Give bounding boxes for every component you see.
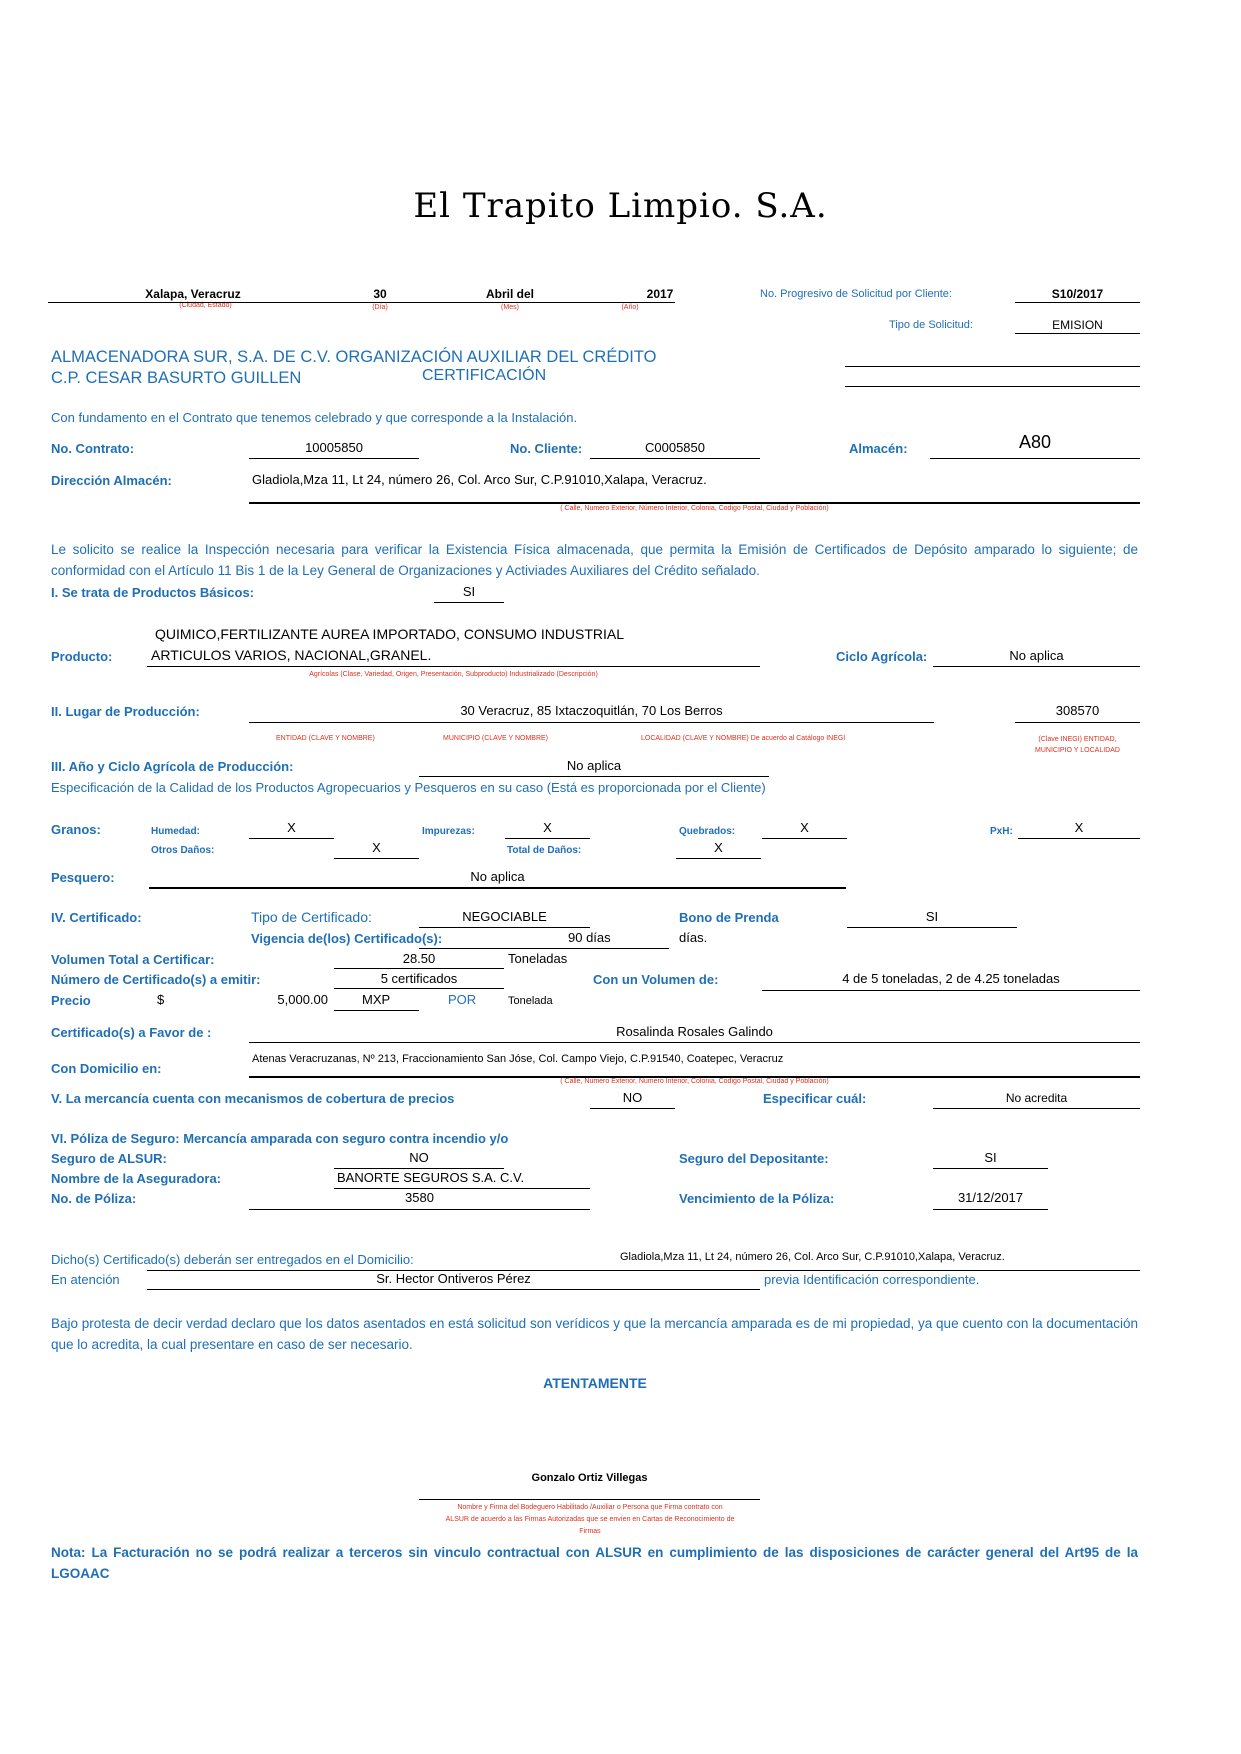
no-cliente-underline [590,458,760,459]
lugar-produccion-code: 308570 [1055,703,1100,718]
tipo-certificado-label: Tipo de Certificado: [251,909,372,925]
signature-hint-line1: Nombre y Firma del Bodeguero Habilitado /Auxiliar o Persona que Firma contrato con [457,1504,723,1511]
seguro-alsur-value: NO [409,1150,429,1165]
no-poliza-underline [249,1209,590,1210]
progresivo-underline [1015,302,1140,303]
vigencia-label: Vigencia de(los) Certificado(s): [251,931,443,946]
pesquero-value: No aplica [470,869,525,884]
tipo-solicitud-value: EMISION [1052,318,1103,332]
humedad-underline [249,838,334,839]
day-hint: (Día) [372,304,388,311]
con-volumen-label: Con un Volumen de: [593,972,719,987]
seguro-depositante-label: Seguro del Depositante: [679,1151,829,1166]
domicilio-hint: ( Calle, Numero Exterior, Numero Interior, Colonia, Codigo Postal, Ciudad y Población) [560,1078,829,1085]
pxh-label: PxH: [990,826,1013,837]
seguro-alsur-label: Seguro de ALSUR: [51,1151,167,1166]
vencimiento-label: Vencimiento de la Póliza: [679,1191,835,1206]
volumen-total-label: Volumen Total a Certificar: [51,952,215,967]
certificado-label: IV. Certificado: [51,910,142,925]
total-danos-underline [676,858,761,859]
lugar-produccion-value: 30 Veracruz, 85 Ixtaczoquitlán, 70 Los Berros [460,703,723,718]
direccion-hint: ( Calle, Numero Exterior, Número Interior, Colonia, Codigo Postal, Ciudad y Población) [560,505,829,512]
bono-prenda-label: Bono de Prenda [679,910,779,925]
precio-underline [334,1010,419,1011]
nota-paragraph: Nota: La Facturación no se podrá realizar a terceros sin vinculo contractual con ALSUR en cumplimiento de las disposiciones de carácter general del Art95 de la LGOAAC [51,1545,1138,1581]
ciclo-agricola-underline [933,666,1140,667]
hint-municipio: MUNICIPIO (CLAVE Y NOMBRE) [443,735,549,742]
month-value: Abril del [485,287,534,301]
precio-unit: Tonelada [508,995,553,1007]
no-poliza-value: 3580 [405,1190,434,1205]
domicilio-label: Con Domicilio en: [51,1061,162,1076]
atencion-value: Sr. Hector Ontiveros Pérez [376,1271,531,1286]
a-favor-value: Rosalinda Rosales Galindo [616,1024,773,1039]
pxh-underline [1018,838,1140,839]
protesta-paragraph: Bajo protesta de decir verdad declaro que los datos asentados en está solicitud son verídicos y que la mercancía amparada es de mi propiedad, ya que cuento con la documentación que lo acredita, la cual presentare en caso de ser necesario. [51,1316,1138,1352]
a-favor-label: Certificado(s) a Favor de : [51,1025,212,1040]
humedad-value: X [287,820,296,835]
hint-localidad: LOCALIDAD (CLAVE Y NOMBRE) De acuerdo al Catálogo INEGI [641,735,846,742]
volumen-total-underline [334,968,504,969]
company-logo-text: El Trapito Limpio. S.A. [413,186,828,226]
month-hint: (Mes) [501,304,519,311]
vencimiento-underline [933,1209,1048,1210]
precio-currency: $ [157,992,165,1007]
atencion-underline [147,1270,1140,1271]
tipo-solicitud-underline [1015,333,1140,334]
tipo-certificado-value: NEGOCIABLE [462,909,547,924]
quebrados-label: Quebrados: [679,826,736,837]
seguro-depositante-underline [933,1168,1048,1169]
impurezas-underline [505,838,590,839]
pesquero-label: Pesquero: [51,870,115,885]
ciclo-agricola-value: No aplica [1009,648,1064,663]
otros-danos-label: Otros Daños: [151,845,215,856]
producto-line2: ARTICULOS VARIOS, NACIONAL,GRANEL. [151,647,432,663]
date-underline [48,302,675,303]
vencimiento-value: 31/12/2017 [957,1190,1024,1205]
bono-prenda-underline [847,927,1017,928]
no-cliente-value: C0005850 [645,440,705,455]
quebrados-value: X [800,820,809,835]
city-hint: (Ciudad, Estado) [179,302,232,309]
con-volumen-underline [762,990,1140,991]
volumen-total-value: 28.50 [402,951,436,966]
aseguradora-label: Nombre de la Aseguradora: [51,1171,222,1186]
certificacion-title: CERTIFICACIÓN [422,367,547,384]
total-danos-value: X [714,840,723,855]
direccion-label: Dirección Almacén: [51,473,172,488]
vigencia-underline [419,948,669,949]
atencion-label: En atención [51,1272,120,1287]
lugar-produccion-label: II. Lugar de Producción: [51,704,200,719]
seguro-alsur-underline [334,1168,504,1169]
precio-label: Precio [51,993,91,1008]
precio-por: POR [448,992,477,1007]
volumen-total-unit: Toneladas [508,951,568,966]
progresivo-label: No. Progresivo de Solicitud por Cliente: [760,288,952,300]
ciclo-agricola-label: Ciclo Agrícola: [836,649,928,664]
entrega-domicilio: Gladiola,Mza 11, Lt 24, número 26, Col. Arco Sur, C.P.91010,Xalapa, Veracruz. [620,1251,1005,1263]
impurezas-value: X [543,820,552,835]
vigencia-value: 90 días [568,930,611,945]
anio-ciclo-underline [419,776,769,777]
no-contrato-value: 10005850 [305,440,363,455]
especificar-underline [933,1108,1140,1109]
quebrados-underline [762,838,847,839]
producto-underline [147,666,760,667]
aseguradora-underline [334,1188,590,1189]
impurezas-label: Impurezas: [422,826,475,837]
almacen-value: A80 [1018,432,1052,452]
request-paragraph: Le solicito se realice la Inspección necesaria para verificar la Existencia Física almacenada, que permita la Emisión de Certificados de Depósito amparado lo siguiente; de conformidad con el Artículo 11 Bis 1 de la Ley General de Organizaciones y Activiades Auxiliares del Crédito señalado. [51,542,1138,578]
hint-clave-line2: MUNICIPIO Y LOCALIDAD [1035,747,1120,754]
lugar-produccion-code-underline [1015,722,1140,723]
pesquero-underline [149,887,846,889]
company-blank-line-2 [845,386,1140,387]
direccion-underline [249,502,1140,504]
numero-certificados-label: Número de Certificado(s) a emitir: [51,972,261,987]
numero-certificados-underline [334,988,504,989]
hint-clave-line1: (Clave INEGI) ENTIDAD, [1038,736,1117,743]
company-name-line2: C.P. CESAR BASURTO GUILLEN [51,369,302,387]
poliza-seguro-label: VI. Póliza de Seguro: Mercancía amparada con seguro contra incendio y/o [51,1131,509,1146]
domicilio-value: Atenas Veracruzanas, Nº 213, Fraccionamiento San Jóse, Col. Campo Viejo, C.P.91540, Coatepec, Veracruz [252,1053,784,1065]
bono-prenda-value: SI [925,909,939,924]
company-name-line1: ALMACENADORA SUR, S.A. DE C.V. ORGANIZACIÓN AUXILIAR DEL CRÉDITO [51,348,657,366]
signature-name: Gonzalo Ortiz Villegas [531,1472,648,1484]
no-contrato-label: No. Contrato: [51,441,135,456]
seguro-depositante-value: SI [984,1150,997,1165]
signature-hint-line2: ALSUR de acuerdo a las Firmas Autorizadas que se envíen en Cartas de Reconocimiento de [445,1516,735,1523]
numero-certificados-value: 5 certificados [380,971,458,986]
con-volumen-value: 4 de 5 toneladas, 2 de 4.25 toneladas [842,971,1060,986]
especificar-label: Especificar cuál: [763,1091,867,1106]
day-value: 30 [373,287,387,301]
humedad-label: Humedad: [151,826,200,837]
signature-hint-line3: Firmas [579,1528,601,1535]
atentamente-text: ATENTAMENTE [543,1375,647,1391]
intro-text: Con fundamento en el Contrato que tenemos celebrado y que corresponde a la Instalación. [51,410,578,425]
company-blank-line-1 [845,366,1140,367]
producto-line1: QUIMICO,FERTILIZANTE AUREA IMPORTADO, CONSUMO INDUSTRIAL [155,626,625,642]
precio-moneda: MXP [362,992,391,1007]
productos-basicos-value: SI [462,584,476,599]
atencion-value-underline [147,1289,760,1290]
aseguradora-value: BANORTE SEGUROS S.A. C.V. [337,1170,525,1185]
anio-ciclo-value: No aplica [566,758,622,773]
almacen-underline [930,458,1140,459]
total-danos-label: Total de Daños: [507,845,582,856]
vigencia-unit: días. [679,930,708,945]
producto-label: Producto: [51,649,113,664]
year-value: 2017 [646,287,674,301]
a-favor-underline [249,1042,1140,1043]
cobertura-label: V. La mercancía cuenta con mecanismos de cobertura de precios [51,1091,455,1106]
hint-entidad: ENTIDAD (CLAVE Y NOMBRE) [276,735,375,742]
producto-hint: Agrícolas (Clase, Variedad, Origen, Presentación, Subproducto) Industrializado (Descripción) [309,671,598,678]
year-hint: (Año) [621,304,639,311]
progresivo-value: S10/2017 [1051,287,1104,301]
previa-identificacion-text: previa Identificación correspondiente. [764,1272,980,1287]
cobertura-underline [590,1108,675,1109]
precio-value: 5,000.00 [277,992,328,1007]
entrega-label: Dicho(s) Certificado(s) deberán ser entregados en el Domicilio: [51,1252,414,1267]
otros-danos-underline [334,858,419,859]
tipo-solicitud-label: Tipo de Solicitud: [889,319,973,331]
signature-line [419,1499,760,1500]
city-value: Xalapa, Veracruz [145,287,241,301]
anio-ciclo-label: III. Año y Ciclo Agrícola de Producción: [51,759,294,774]
productos-basicos-label: I. Se trata de Productos Básicos: [51,585,255,600]
granos-label: Granos: [51,822,101,837]
no-poliza-label: No. de Póliza: [51,1191,137,1206]
otros-danos-value: X [372,840,381,855]
no-contrato-underline [249,458,419,459]
lugar-produccion-underline [249,722,934,723]
productos-basicos-underline [434,602,504,603]
tipo-certificado-underline [419,927,590,928]
especificar-value: No acredita [1005,1091,1068,1105]
no-cliente-label: No. Cliente: [510,441,583,456]
especificacion-calidad-text: Especificación de la Calidad de los Productos Agropecuarios y Pesqueros en su caso (Está es proporcionada por el Cliente) [51,780,766,795]
direccion-value: Gladiola,Mza 11, Lt 24, número 26, Col. Arco Sur, C.P.91010,Xalapa, Veracruz. [252,472,707,487]
almacen-label: Almacén: [849,441,908,456]
cobertura-value: NO [622,1090,643,1105]
pxh-value: X [1074,820,1084,835]
